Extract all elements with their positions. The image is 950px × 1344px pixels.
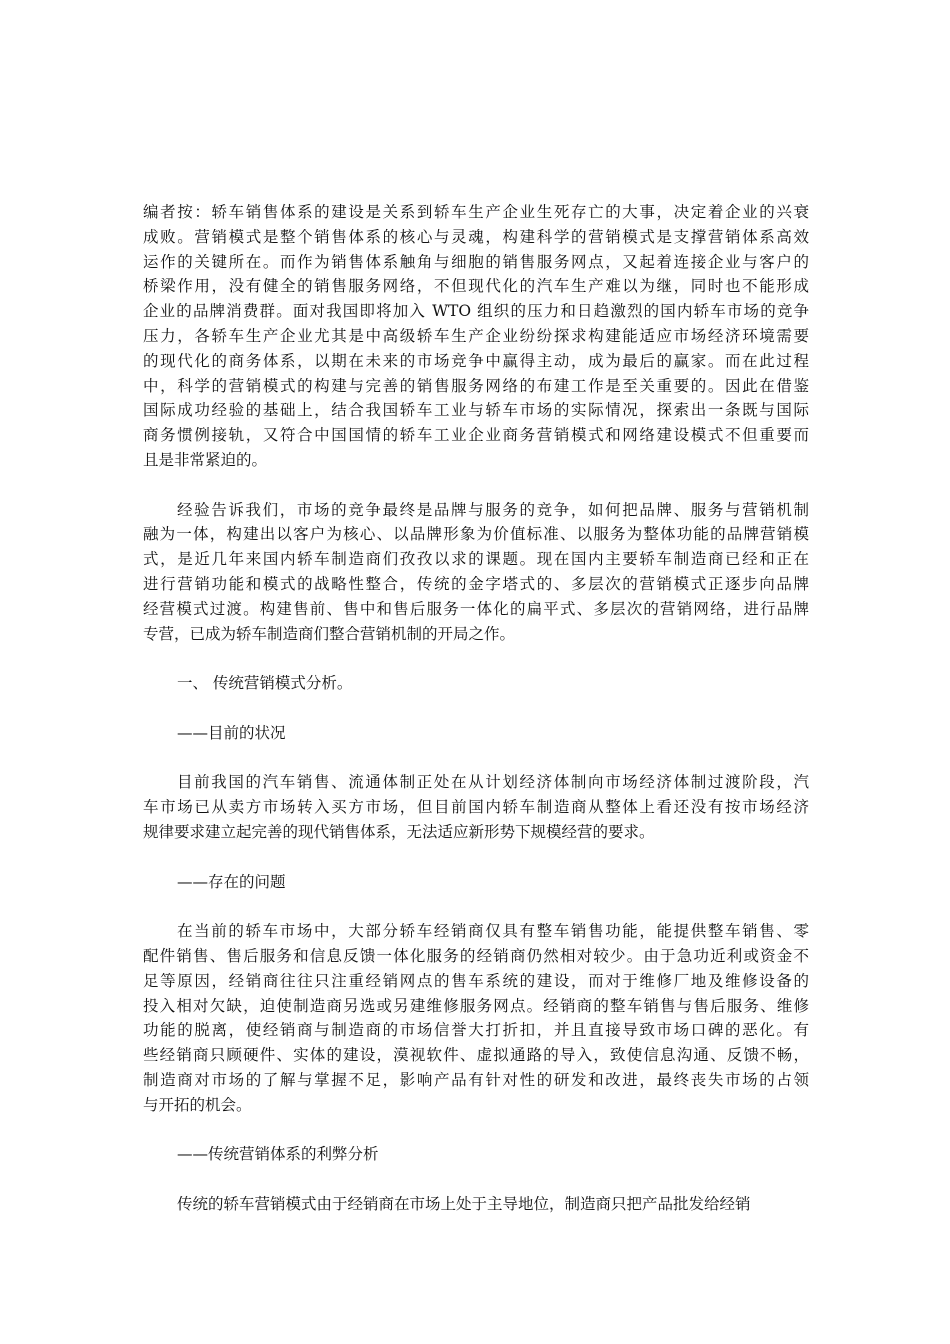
paragraph bbox=[143, 770, 809, 844]
paragraph bbox=[143, 498, 809, 647]
text-line: 足等原因，经销商往往只注重经销网点的售车系统的建设，而对于维修厂地及维修设备的 bbox=[143, 971, 809, 990]
paragraph-gap bbox=[143, 894, 809, 919]
paragraph bbox=[143, 200, 809, 473]
text-line: 功能的脱离，使经销商与制造商的市场信誉大打折扣，并且直接导致市场口碑的恶化。有 bbox=[143, 1021, 809, 1040]
section-heading bbox=[143, 671, 809, 696]
text-line: ——存在的问题 bbox=[177, 872, 286, 891]
text-line: 在当前的轿车市场中，大部分轿车经销商仅具有整车销售功能，能提供整车销售、零 bbox=[177, 922, 809, 941]
text-line: 且是非常紧迫的。 bbox=[143, 450, 268, 469]
text-line: 目前我国的汽车销售、流通体制正处在从计划经济体制向市场经济体制过渡阶段，汽 bbox=[177, 773, 809, 792]
text-line: 运作的关键所在。而作为销售体系触角与细胞的销售服务网点，又起着连接企业与客户的 bbox=[143, 252, 809, 271]
paragraph-gap bbox=[143, 696, 809, 721]
text-line: 制造商对市场的了解与掌握不足，影响产品有针对性的研发和改进，最终丧失市场的占领 bbox=[143, 1070, 809, 1089]
document-body bbox=[143, 200, 809, 1217]
text-line: 配件销售、售后服务和信息反馈一体化服务的经销商仍然相对较少。由于急功近利或资金不 bbox=[143, 946, 809, 965]
text-line: ——传统营销体系的利弊分析 bbox=[177, 1145, 379, 1164]
text-line: 些经销商只顾硬件、实体的建设，漠视软件、虚拟通路的导入，致使信息沟通、反馈不畅， bbox=[143, 1046, 809, 1065]
text-line: 规律要求建立起完善的现代销售体系，无法适应新形势下规模经营的要求。 bbox=[143, 822, 655, 841]
text-line: 式，是近几年来国内轿车制造商们孜孜以求的课题。现在国内主要轿车制造商已经和正在 bbox=[143, 550, 809, 569]
paragraph-gap bbox=[143, 845, 809, 870]
section-heading bbox=[143, 870, 809, 895]
text-line: 进行营销功能和模式的战略性整合，传统的金字塔式的、多层次的营销模式正逐步向品牌 bbox=[143, 574, 809, 593]
text-line: 成败。营销模式是整个销售体系的核心与灵魂，构建科学的营销模式是支撑营销体系高效 bbox=[143, 227, 809, 246]
text-line: 车市场已从卖方市场转入买方市场，但目前国内轿车制造商从整体上看还没有按市场经济 bbox=[143, 798, 809, 817]
text-line: 国际成功经验的基础上，结合我国轿车工业与轿车市场的实际情况，探索出一条既与国际 bbox=[143, 401, 809, 420]
text-line: 融为一体，构建出以客户为核心、以品牌形象为价值标准、以服务为整体功能的品牌营销模 bbox=[143, 525, 809, 544]
text-line: 中，科学的营销模式的构建与完善的销售服务网络的布建工作是至关重要的。因此在借鉴 bbox=[143, 376, 809, 395]
text-line: 的现代化的商务体系，以期在未来的市场竞争中赢得主动，成为最后的赢家。而在此过程 bbox=[143, 351, 809, 370]
text-line: 经验告诉我们，市场的竞争最终是品牌与服务的竞争，如何把品牌、服务与营销机制 bbox=[177, 500, 809, 519]
text-line: 一、 传统营销模式分析。 bbox=[177, 674, 353, 693]
section-heading bbox=[143, 1142, 809, 1167]
paragraph bbox=[143, 1192, 809, 1217]
paragraph-gap bbox=[143, 1167, 809, 1192]
text-line: 商务惯例接轨，又符合中国国情的轿车工业企业商务营销模式和网络建设模式不但重要而 bbox=[143, 426, 809, 445]
paragraph bbox=[143, 919, 809, 1117]
text-line: 压力，各轿车生产企业尤其是中高级轿车生产企业纷纷探求构建能适应市场经济环境需要 bbox=[143, 326, 809, 345]
text-line: 桥梁作用，没有健全的销售服务网络，不但现代化的汽车生产难以为继，同时也不能形成 bbox=[143, 277, 809, 296]
text-line: 企业的品牌消费群。面对我国即将加入 WTO 组织的压力和日趋激烈的国内轿车市场的竞争 bbox=[143, 302, 809, 321]
text-line: 与开拓的机会。 bbox=[143, 1095, 252, 1114]
paragraph-gap bbox=[143, 646, 809, 671]
section-heading bbox=[143, 721, 809, 746]
paragraph-gap bbox=[143, 746, 809, 771]
text-line: 投入相对欠缺，迫使制造商另选或另建维修服务网点。经销商的整车销售与售后服务、维修 bbox=[143, 996, 809, 1015]
text-line: 经营模式过渡。构建售前、售中和售后服务一体化的扁平式、多层次的营销网络，进行品牌 bbox=[143, 599, 809, 618]
text-line: 传统的轿车营销模式由于经销商在市场上处于主导地位，制造商只把产品批发给经销 bbox=[177, 1194, 751, 1213]
paragraph-gap bbox=[143, 473, 809, 498]
paragraph-gap bbox=[143, 1117, 809, 1142]
text-line: 专营，已成为轿车制造商们整合营销机制的开局之作。 bbox=[143, 624, 516, 643]
text-line: ——目前的状况 bbox=[177, 723, 286, 742]
text-line: 编者按：轿车销售体系的建设是关系到轿车生产企业生死存亡的大事，决定着企业的兴衰 bbox=[143, 203, 809, 221]
